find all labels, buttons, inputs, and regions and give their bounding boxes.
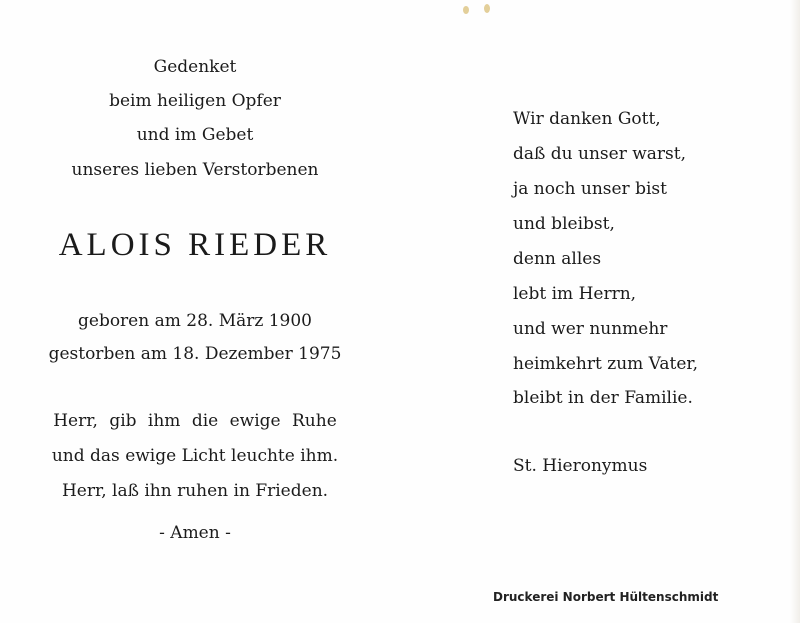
paper-edge: [790, 0, 800, 623]
paper-stain: [463, 6, 469, 14]
prayer-line-1: Herr, gib ihm die ewige Ruhe: [53, 411, 337, 431]
verse-line-5: denn alles: [513, 249, 602, 269]
paper-stain: [484, 4, 490, 13]
printer-imprint: Druckerei Norbert Hültenschmidt: [493, 590, 719, 604]
birth-date: geboren am 28. März 1900: [78, 311, 312, 331]
verse-line-1: Wir danken Gott,: [513, 109, 661, 129]
verse-line-6: lebt im Herrn,: [513, 284, 637, 304]
prayer-line-3: Herr, laß ihn ruhen in Frieden.: [61, 481, 329, 501]
verse-line-7: und wer nunmehr: [513, 319, 668, 339]
intro-line-1: Gedenket: [153, 57, 237, 77]
verse-line-3: ja noch unser bist: [513, 179, 667, 199]
verse-line-2: daß du unser warst,: [513, 144, 686, 164]
verse-line-8: heimkehrt zum Vater,: [513, 354, 699, 374]
verse-line-4: und bleibst,: [513, 214, 615, 234]
verse-attribution: St. Hieronymus: [513, 456, 648, 476]
prayer-line-2: und das ewige Licht leuchte ihm.: [51, 446, 339, 466]
intro-line-2: beim heiligen Opfer: [109, 91, 281, 111]
verse-line-9: bleibt in der Familie.: [513, 388, 693, 408]
deceased-name: ALOIS RIEDER: [58, 227, 332, 263]
intro-line-3: und im Gebet: [136, 125, 254, 145]
intro-line-4: unseres lieben Verstorbenen: [71, 160, 319, 180]
amen: - Amen -: [159, 523, 231, 543]
death-date: gestorben am 18. Dezember 1975: [48, 344, 342, 364]
